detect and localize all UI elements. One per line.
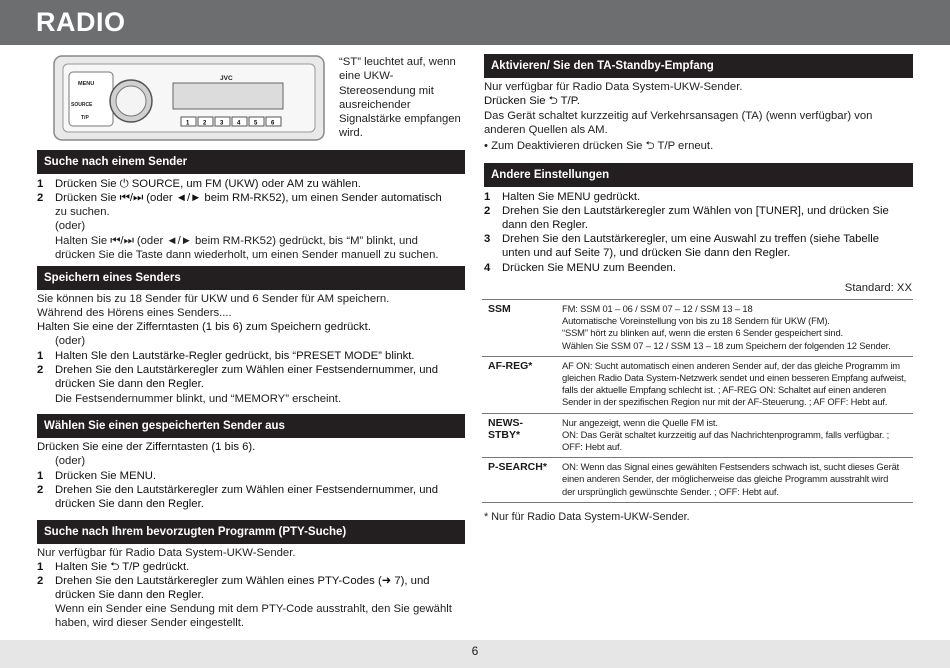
step: 2 Drehen Sie den Lautstärkeregler zum Wählen einer Festsendernummer, und: [37, 484, 439, 496]
paragraph: Sie können bis zu 18 Sender für UKW und 6 Sender für AM speichern.: [37, 293, 390, 305]
step-text: zu suchen.: [55, 206, 110, 218]
step-text: unten und auf Seite 7), und drücken Sie dann den Regler.: [502, 247, 791, 259]
step-text: haben, wird dieser Sender eingestellt.: [55, 617, 245, 629]
paragraph: Halten Sie eine der Zifferntasten (1 bis 6) zum Speichern gedrückt.: [37, 321, 371, 333]
setting-key: P-SEARCH*: [482, 458, 558, 503]
setting-line: Sender in der spezifischen Region nur mit der AF-Steuerung. ; AF OFF: Hebt auf.: [562, 396, 888, 408]
section-header-ta: Aktivieren/ Sie den TA-Standby-Empfang: [484, 54, 913, 78]
brand-logo: JVC: [220, 75, 233, 82]
setting-line: Wählen Sie SSM 07 – 12 / SSM 13 – 18 zum Speichern der folgenden 12 Sender.: [562, 339, 891, 351]
paragraph: anderen Quellen als AM.: [484, 124, 608, 136]
step-text: Die Festsendernummer blinkt, und “MEMORY” erscheint.: [55, 393, 342, 405]
section-header-select: Wählen Sie einen gespeicherten Sender aus: [37, 414, 465, 438]
step: 2 Drehen Sie den Lautstärkeregler zum Wählen einer Festsendernummer, und: [37, 364, 439, 376]
tp-label: T/P: [81, 115, 89, 121]
settings-row: [482, 458, 913, 503]
setting-line: Automatische Voreinstellung von bis zu 18 Sendern für UKW (FM).: [562, 315, 830, 327]
standard-note: Standard: XX: [844, 282, 912, 294]
setting-line: ON: Wenn das Signal eines gewählten Festsenders schwach ist, sucht dieses Gerät: [562, 461, 900, 473]
step-text: Drücken Sie MENU zum Beenden.: [502, 262, 676, 274]
settings-table: [482, 299, 913, 503]
setting-line: gleichen Radio Data System-Netzwerk sendet und einen besseren Empfang aufweist,: [562, 372, 907, 384]
menu-label: MENU: [78, 81, 95, 87]
step-text: Drehen Sie den Lautstärkeregler zum Wählen eines PTY-Codes (➜ 7), und: [55, 575, 430, 587]
radio-unit-illustration: [53, 55, 325, 141]
step-text: Drehen Sie den Lautstärkeregler, um eine Auswahl zu treffen (siehe Tabelle: [502, 233, 880, 245]
step-text: Halten Sie ⏮/⏭ (oder ◄/► beim RM-RK52) gedrückt, bis “M” blinkt, und: [55, 235, 418, 247]
step-text: drücken Sie die Taste dann wiederholt, um einen Sender manuell zu suchen.: [55, 249, 439, 261]
source-label: SOURCE: [71, 102, 93, 108]
step: 1 Drücken Sie ⏻ SOURCE, um FM (UKW) oder AM zu wählen.: [37, 178, 361, 190]
device-caption: “ST” leuchtet auf, wenn eine UKW-Stereosendung mit ausreichender Signalstärke empfangen wird.: [339, 56, 461, 140]
preset-label: 3: [220, 120, 224, 127]
step-text: Wenn ein Sender eine Sendung mit dem PTY-Code ausstrahlt, den Sie gewählt: [55, 603, 452, 615]
step-text: Drehen Sie den Lautstärkeregler zum Wählen von [TUNER], und drücken Sie: [502, 205, 889, 217]
step: 2 Drücken Sie ⏮/⏭ (oder ◄/► beim RM-RK52), um einen Sender automatisch: [37, 192, 442, 204]
paragraph: Nur verfügbar für Radio Data System-UKW-Sender.: [37, 547, 296, 559]
page-title: RADIO: [36, 7, 126, 37]
step: 2 Drehen Sie den Lautstärkeregler zum Wählen eines PTY-Codes (➜ 7), und: [37, 575, 430, 587]
preset-label: 2: [203, 120, 207, 127]
step-text: Halten Sie MENU gedrückt.: [502, 191, 641, 203]
oder-text: (oder): [55, 455, 86, 467]
step: 1 Halten Sie MENU gedrückt.: [484, 191, 641, 203]
setting-key: SSM: [482, 300, 558, 357]
paragraph: Während des Hörens eines Senders....: [37, 307, 232, 319]
paragraph: Nur verfügbar für Radio Data System-UKW-Sender.: [484, 81, 743, 93]
page-header: [0, 0, 950, 45]
step-text: Drücken Sie MENU.: [55, 470, 157, 482]
setting-description: [558, 300, 913, 357]
setting-key: NEWS-STBY*: [482, 413, 558, 458]
paragraph: Das Gerät schaltet kurzzeitig auf Verkehrsansagen (TA) (wenn verfügbar) von: [484, 110, 873, 122]
settings-row: [482, 356, 913, 413]
setting-description: [558, 356, 913, 413]
preset-label: 5: [254, 120, 258, 127]
step: 1 Halten Sle den Lautstärke-Regler gedrückt, bis “PRESET MODE” blinkt.: [37, 350, 415, 362]
section-header-pty: Suche nach Ihrem bevorzugten Programm (PTY-Suche): [37, 520, 465, 544]
settings-row: [482, 300, 913, 357]
step: 4 Drücken Sie MENU zum Beenden.: [484, 262, 676, 274]
settings-row: [482, 413, 913, 458]
setting-line: einen anderen Sender, der möglicherweise das gleiche Programm ausstrahlt wird: [562, 473, 889, 485]
section-header-other: Andere Einstellungen: [484, 163, 913, 187]
setting-line: “SSM” hört zu blinken auf, wenn die ersten 6 Sender gespeichert sind.: [562, 327, 843, 339]
step-text: Drücken Sie ⏻ SOURCE, um FM (UKW) oder AM zu wählen.: [55, 178, 361, 190]
step-text: dann den Regler.: [502, 219, 589, 231]
step-text: drücken Sie dann den Regler.: [55, 378, 204, 390]
step: 3 Drehen Sie den Lautstärkeregler, um eine Auswahl zu treffen (siehe Tabelle: [484, 233, 880, 245]
step-text: Halten Sle den Lautstärke-Regler gedrückt, bis “PRESET MODE” blinkt.: [55, 350, 415, 362]
section-header-search: Suche nach einem Sender: [37, 150, 465, 174]
setting-line: AF ON: Sucht automatisch einen anderen Sender auf, der das gleiche Programm im: [562, 359, 900, 371]
step-text: Drehen Sie den Lautstärkeregler zum Wählen einer Festsendernummer, und: [55, 364, 439, 376]
step-text: drücken Sie dann den Regler.: [55, 498, 204, 510]
setting-line: ON: Das Gerät schaltet kurzzeitig auf das Nachrichtenprogramm, falls verfügbar. ;: [562, 428, 890, 440]
setting-line: OFF: Hebt auf.: [562, 441, 622, 453]
paragraph: Drücken Sie ⮌ T/P.: [484, 95, 580, 107]
step: 1 Halten Sie ⮌ T/P gedrückt.: [37, 561, 190, 573]
oder-text: (oder): [55, 335, 86, 347]
preset-label: 6: [271, 120, 275, 127]
bullet-item: • Zum Deaktivieren drücken Sie ⮌ T/P erneut.: [484, 140, 714, 152]
page-footer: [0, 640, 950, 668]
page-number: 6: [471, 644, 479, 658]
setting-description: [558, 458, 913, 503]
step: 2 Drehen Sie den Lautstärkeregler zum Wählen von [TUNER], und drücken Sie: [484, 205, 889, 217]
preset-label: 1: [186, 120, 190, 127]
oder-text: (oder): [55, 220, 86, 232]
section-header-store: Speichern eines Senders: [37, 266, 465, 290]
setting-description: [558, 413, 913, 458]
footnote: * Nur für Radio Data System-UKW-Sender.: [484, 511, 690, 523]
setting-line: falls der aktuelle Empfang schlecht ist. ; AF-REG ON: Schaltet auf einen anderen: [562, 384, 887, 396]
paragraph: Drücken Sie eine der Zifferntasten (1 bis 6).: [37, 441, 256, 453]
step-text: Drücken Sie ⏮/⏭ (oder ◄/► beim RM-RK52), um einen Sender automatisch: [55, 192, 442, 204]
step-text: drücken Sie dann den Regler.: [55, 589, 204, 601]
setting-line: der ursprünglich gewünschte Sender. ; OFF: Hebt auf.: [562, 485, 779, 497]
step-text: Halten Sie ⮌ T/P gedrückt.: [55, 561, 190, 573]
setting-key: AF-REG*: [482, 356, 558, 413]
setting-line: FM: SSM 01 – 06 / SSM 07 – 12 / SSM 13 – 18: [562, 303, 753, 314]
step-text: Drehen Sie den Lautstärkeregler zum Wählen einer Festsendernummer, und: [55, 484, 439, 496]
setting-line: Nur angezeigt, wenn die Quelle FM ist.: [562, 416, 718, 428]
step: 1 Drücken Sie MENU.: [37, 470, 157, 482]
preset-label: 4: [237, 120, 241, 127]
